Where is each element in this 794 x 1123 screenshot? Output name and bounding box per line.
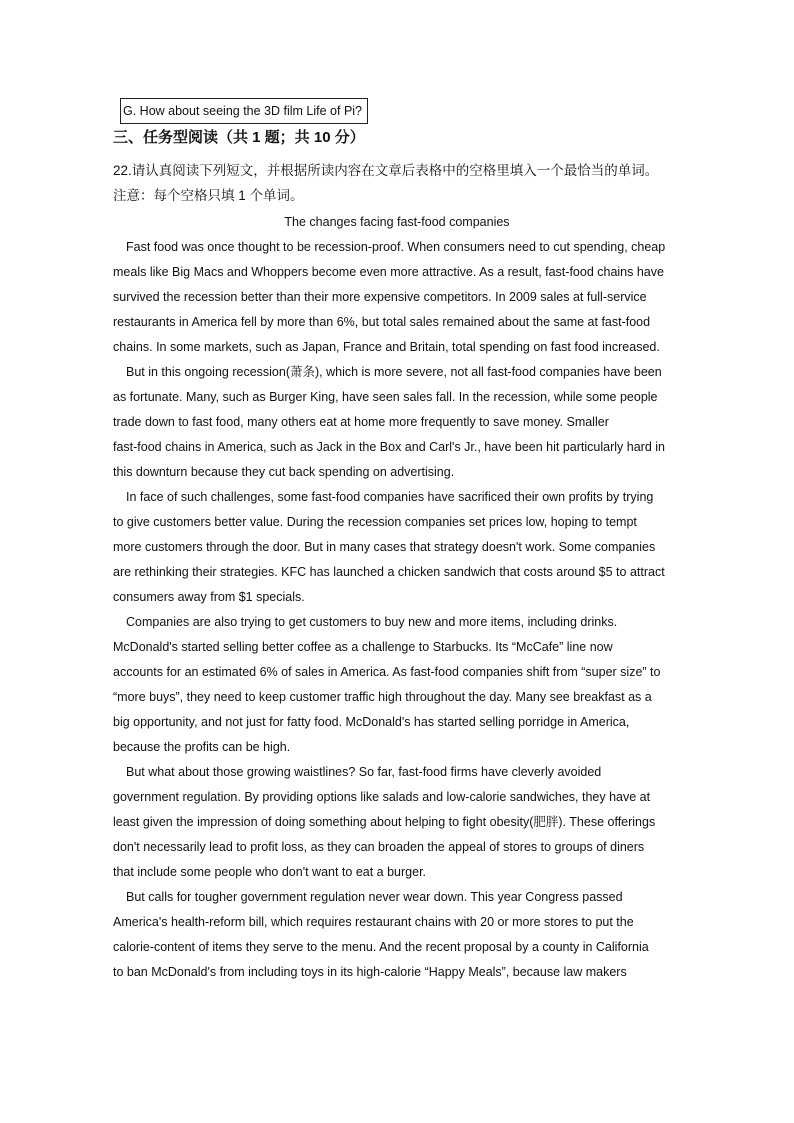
passage-line: accounts for an estimated 6% of sales in America. As fast-food companies shift from “super size” to — [113, 665, 661, 679]
passage-body — [113, 235, 681, 985]
passage-line: survived the recession better than their more expensive competitors. In 2009 sales at full-service — [113, 290, 647, 304]
passage-line: calorie-content of items they serve to the menu. And the recent proposal by a county in California — [113, 940, 649, 954]
passage-line: But in this ongoing recession(萧条), which is more severe, not all fast-food companies have been — [126, 365, 662, 379]
passage-line: as fortunate. Many, such as Burger King, have seen sales fall. In the recession, while some people — [113, 390, 658, 404]
passage-line: to ban McDonald's from including toys in its high-calorie “Happy Meals”, because law makers — [113, 965, 627, 979]
passage-line: consumers away from $1 specials. — [113, 590, 305, 604]
passage-line: government regulation. By providing options like salads and low-calorie sandwiches, they have at — [113, 790, 651, 804]
section-heading: 三、任务型阅读（共 1 题；共 10 分） — [113, 129, 365, 146]
passage-line: McDonald's started selling better coffee as a challenge to Starbucks. Its “McCafe” line now — [113, 640, 613, 654]
passage-line: don't necessarily lead to profit loss, as they can broaden the appeal of stores to groups of diners — [113, 840, 645, 854]
passage-line: to give customers better value. During the recession companies set prices low, hoping to tempt — [113, 515, 637, 529]
passage-line: more customers through the door. But in many cases that strategy doesn't work. Some companies — [113, 540, 656, 554]
passage-line: because the profits can be high. — [113, 740, 291, 754]
passage-line: America's health-reform bill, which requires restaurant chains with 20 or more stores to put the — [113, 915, 634, 929]
passage-line: least given the impression of doing something about helping to fight obesity(肥胖). These offerings — [113, 815, 656, 829]
passage-line: chains. In some markets, such as Japan, France and Britain, total spending on fast food increased. — [113, 340, 660, 354]
passage-line: meals like Big Macs and Whoppers become even more attractive. As a result, fast-food chains have — [113, 265, 664, 279]
option-g-box: G. How about seeing the 3D film Life of Pi? — [120, 98, 368, 124]
passage-line: that include some people who don't want to eat a burger. — [113, 865, 427, 879]
passage-line: “more buys”, they need to keep customer traffic high throughout the day. Many see breakfast as a — [113, 690, 652, 704]
instruction-note: 注意：每个空格只填 1 个单词。 — [113, 188, 304, 203]
passage-line: this downturn because they cut back spending on advertising. — [113, 465, 455, 479]
passage-line: But calls for tougher government regulation never wear down. This year Congress passed — [126, 890, 623, 904]
passage-line: But what about those growing waistlines? So far, fast-food firms have cleverly avoided — [126, 765, 602, 779]
passage-line: In face of such challenges, some fast-food companies have sacrificed their own profits by trying — [126, 490, 654, 504]
instruction-line: 22.请认真阅读下列短文，并根据所读内容在文章后表格中的空格里填入一个最恰当的单词。 — [113, 163, 659, 178]
passage-line: big opportunity, and not just for fatty food. McDonald's has started selling porridge in America, — [113, 715, 630, 729]
passage-line: Companies are also trying to get customers to buy new and more items, including drinks. — [126, 615, 618, 629]
passage-line: trade down to fast food, many others eat at home more frequently to save money. Smaller — [113, 415, 609, 429]
passage-line: Fast food was once thought to be recession-proof. When consumers need to cut spending, cheap — [126, 240, 666, 254]
passage-title: The changes facing fast-food companies — [284, 215, 510, 229]
passage-line: are rethinking their strategies. KFC has launched a chicken sandwich that costs around $5 to attract — [113, 565, 665, 579]
passage-line: restaurants in America fell by more than 6%, but total sales remained about the same at fast-food — [113, 315, 651, 329]
passage-line: fast-food chains in America, such as Jack in the Box and Carl's Jr., have been hit particularly hard in — [113, 440, 665, 454]
